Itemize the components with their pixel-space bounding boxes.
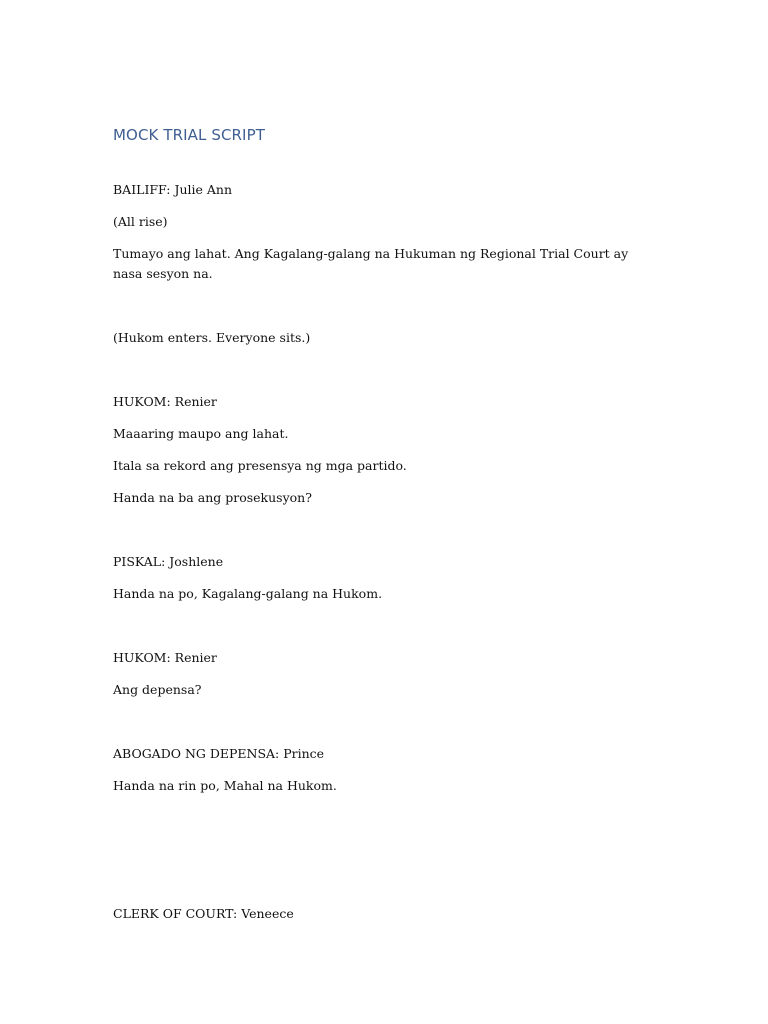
dialogue-line: Itala sa rekord ang presensya ng mga partido. — [113, 458, 407, 473]
dialogue-line: Ang depensa? — [113, 682, 202, 697]
dialogue-line: Handa na rin po, Mahal na Hukom. — [113, 778, 337, 793]
speaker-clerk: CLERK OF COURT: Veneece — [113, 906, 294, 921]
dialogue-line: Tumayo ang lahat. Ang Kagalang-galang na Hukuman ng Regional Trial Court ay nasa sesyon na. — [113, 246, 629, 281]
dialogue-line: Maaaring maupo ang lahat. — [113, 426, 289, 441]
speaker-hukom: HUKOM: Renier — [113, 394, 217, 409]
speaker-abogado: ABOGADO NG DEPENSA: Prince — [113, 746, 325, 761]
stage-direction: (All rise) — [113, 214, 168, 229]
dialogue-line: Handa na po, Kagalang-galang na Hukom. — [113, 586, 383, 601]
document-title: MOCK TRIAL SCRIPT — [113, 126, 265, 144]
dialogue-line: Handa na ba ang prosekusyon? — [113, 490, 312, 505]
speaker-piskal: PISKAL: Joshlene — [113, 554, 224, 569]
speaker-hukom: HUKOM: Renier — [113, 650, 217, 665]
stage-direction: (Hukom enters. Everyone sits.) — [113, 330, 311, 345]
speaker-bailiff: BAILIFF: Julie Ann — [113, 182, 233, 197]
